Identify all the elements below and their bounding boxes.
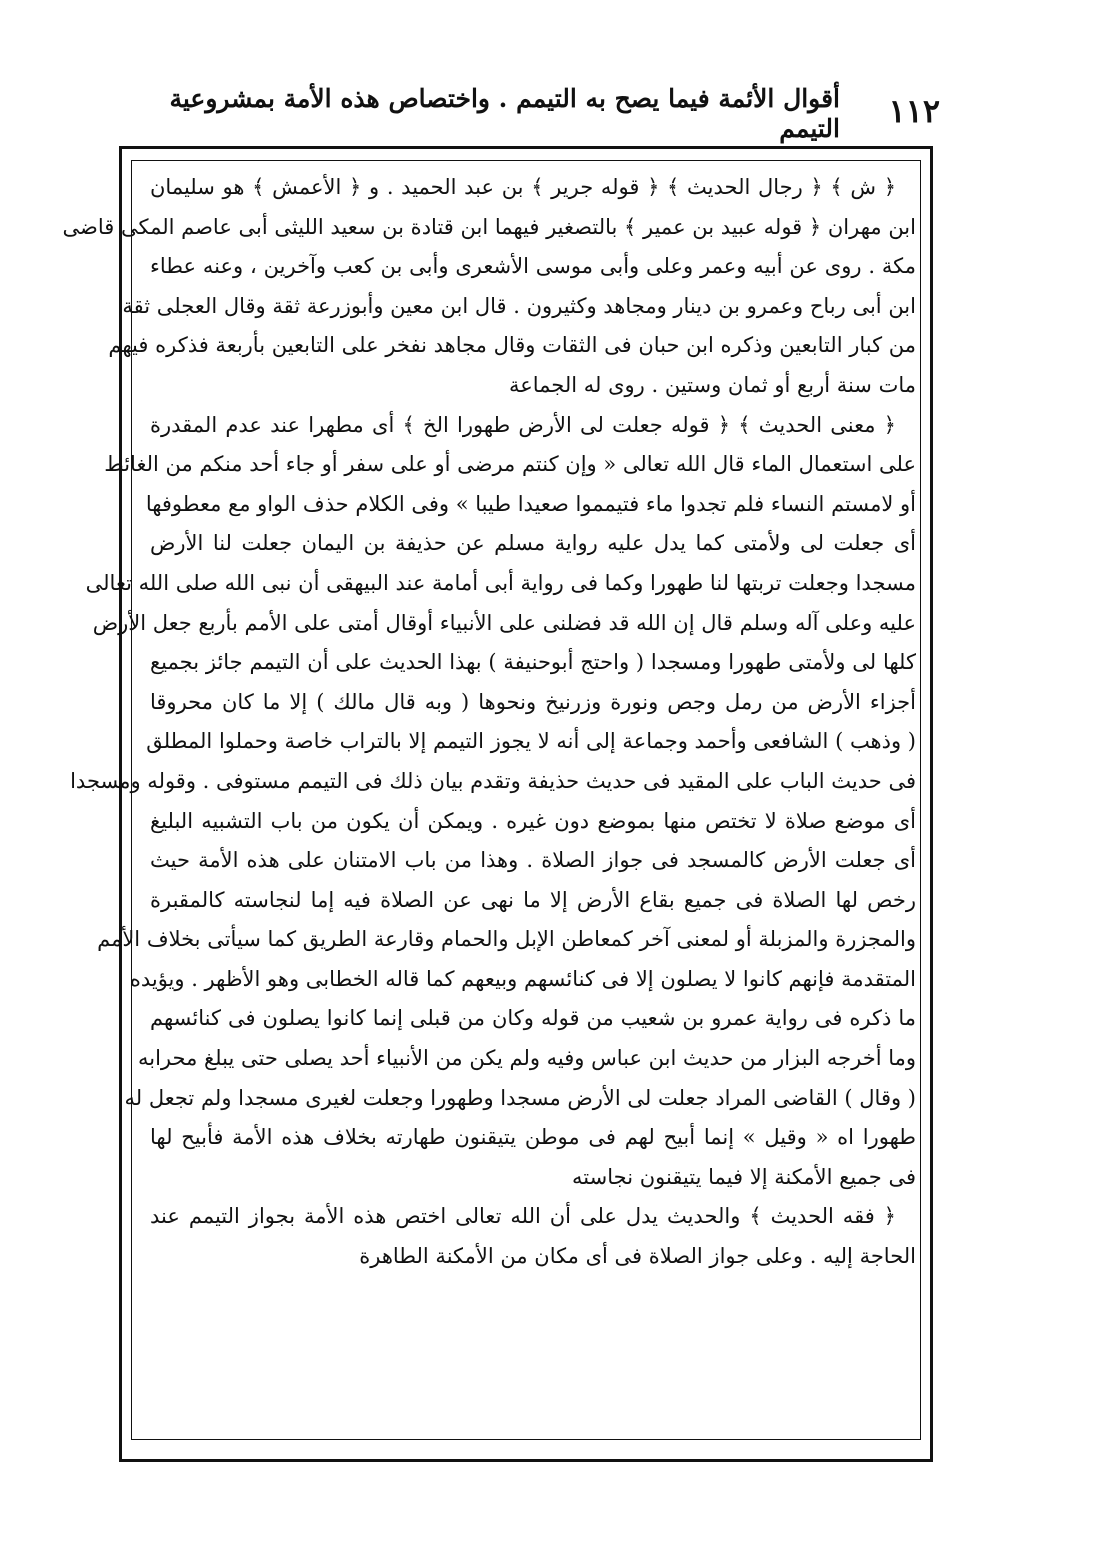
text-line: أو لامستم النساء فلم تجدوا ماء فتيمموا صعيدا طيبا » وفى الكلام حذف الواو مع معطوفها [145, 491, 916, 516]
text-line: طهورا اه « وقيل » إنما أبيح لهم فى موطن يتيقنون طهارته بخلاف هذه الأمة فأبيح لها [150, 1125, 916, 1150]
text-line: ما ذكره فى رواية عمرو بن شعيب من قوله وكان من قبلى إنما كانوا يصلون فى كنائسهم [150, 1006, 916, 1031]
text-line: أى جعلت الأرض كالمسجد فى جواز الصلاة . وهذا من باب الامتنان على هذه الأمة حيث [150, 848, 916, 873]
text-line: أى جعلت لى ولأمتى كما يدل عليه رواية مسلم عن حذيفة بن اليمان جعلت لنا الأرض [150, 531, 916, 556]
text-line: مسجدا وجعلت تربتها لنا طهورا وكما فى رواية أبى أمامة عند البيهقى أن نبى الله صلى الله تعالى [85, 570, 916, 595]
text-line: الحاجة إليه . وعلى جواز الصلاة فى أى مكان من الأمكنة الطاهرة [359, 1244, 916, 1269]
commentary-text-block [62, 168, 916, 1434]
text-line: ( وقال ) القاضى المراد جعلت لى الأرض مسجدا وطهورا وجعلت لغيرى مسجدا ولم تجعل له [124, 1085, 916, 1110]
text-line: فى حديث الباب على المقيد فى حديث حذيفة وتقدم بيان ذلك فى التيمم مستوفى . وقوله ومسجدا [70, 768, 916, 793]
text-line: والمجزرة والمزبلة أو لمعنى آخر كمعاطن الإبل والحمام وقارعة الطريق كما سيأتى بخلاف الأمم [97, 927, 916, 952]
text-line: ابن مهران ﴿ قوله عبيد بن عمير ﴾ بالتصغير فيهما ابن قتادة بن سعيد الليثى أبى عاصم المكى قاضى [62, 214, 916, 239]
text-line: ﴿ فقه الحديث ﴾ والحديث يدل على أن الله تعالى اختص هذه الأمة بجواز التيمم عند [150, 1204, 896, 1229]
text-line: فى جميع الأمكنة إلا فيما يتيقنون نجاسته [572, 1164, 916, 1189]
page-number: ١١٢ [888, 92, 940, 130]
text-line: أجزاء الأرض من رمل وجص ونورة وزرنيخ ونحوها ( وبه قال مالك ) إلا ما كان محروقا [150, 689, 916, 714]
text-line: على استعمال الماء قال الله تعالى « وإن كنتم مرضى أو على سفر أو جاء أحد منكم من الغائط [104, 452, 916, 477]
text-line: وما أخرجه البزار من حديث ابن عباس وفيه ولم يكن من الأنبياء أحد يصلى حتى يبلغ محرابه [137, 1046, 916, 1071]
text-line: رخص لها الصلاة فى جميع بقاع الأرض إلا ما نهى عن الصلاة فيه إما لنجاسته كالمقبرة [150, 887, 916, 912]
text-line: كلها لى ولأمتى طهورا ومسجدا ( واحتج أبوحنيفة ) بهذا الحديث على أن التيمم جائز بجميع [150, 650, 916, 675]
running-title: أقوال الأئمة فيما يصح به التيمم . واختصاص هذه الأمة بمشروعية التيمم [169, 84, 840, 143]
text-line: مكة . روى عن أبيه وعمر وعلى وأبى موسى الأشعرى وأبى بن كعب وآخرين ، وعنه عطاء [150, 254, 916, 279]
text-line: ﴿ ش ﴾ ﴿ رجال الحديث ﴾ ﴿ قوله جرير ﴾ بن عبد الحميد . و ﴿ الأعمش ﴾ هو سليمان [150, 175, 896, 199]
text-line: عليه وعلى آله وسلم قال إن الله قد فضلنى على الأنبياء أوقال أمتى على الأمم بأربع جعل الأرض [92, 610, 916, 635]
page-header [140, 82, 940, 146]
text-line: ابن أبى رباح وعمرو بن دينار ومجاهد وكثيرون . قال ابن معين وأبوزرعة ثقة وقال العجلى ثقة [122, 293, 916, 318]
text-line: من كبار التابعين وذكره ابن حبان فى الثقات وقال مجاهد نفخر على التابعين بأربعة فذكره فيهم [108, 333, 916, 358]
text-line: مات سنة أربع أو ثمان وستين . روى له الجماعة [508, 372, 916, 397]
text-line: أى موضع صلاة لا تختص منها بموضع دون غيره . ويمكن أن يكون من باب التشبيه البليغ [150, 808, 916, 833]
text-line: ( وذهب ) الشافعى وأحمد وجماعة إلى أنه لا يجوز التيمم إلا بالتراب خاصة وحملوا المطلق [146, 729, 916, 754]
text-line: المتقدمة فإنهم كانوا لا يصلون إلا فى كنائسهم وبيعهم كما قاله الخطابى وهو الأظهر . ويؤيده [129, 966, 916, 991]
text-line: ﴿ معنى الحديث ﴾ ﴿ قوله جعلت لى الأرض طهورا الخ ﴾ أى مطهرا عند عدم المقدرة [150, 412, 896, 437]
